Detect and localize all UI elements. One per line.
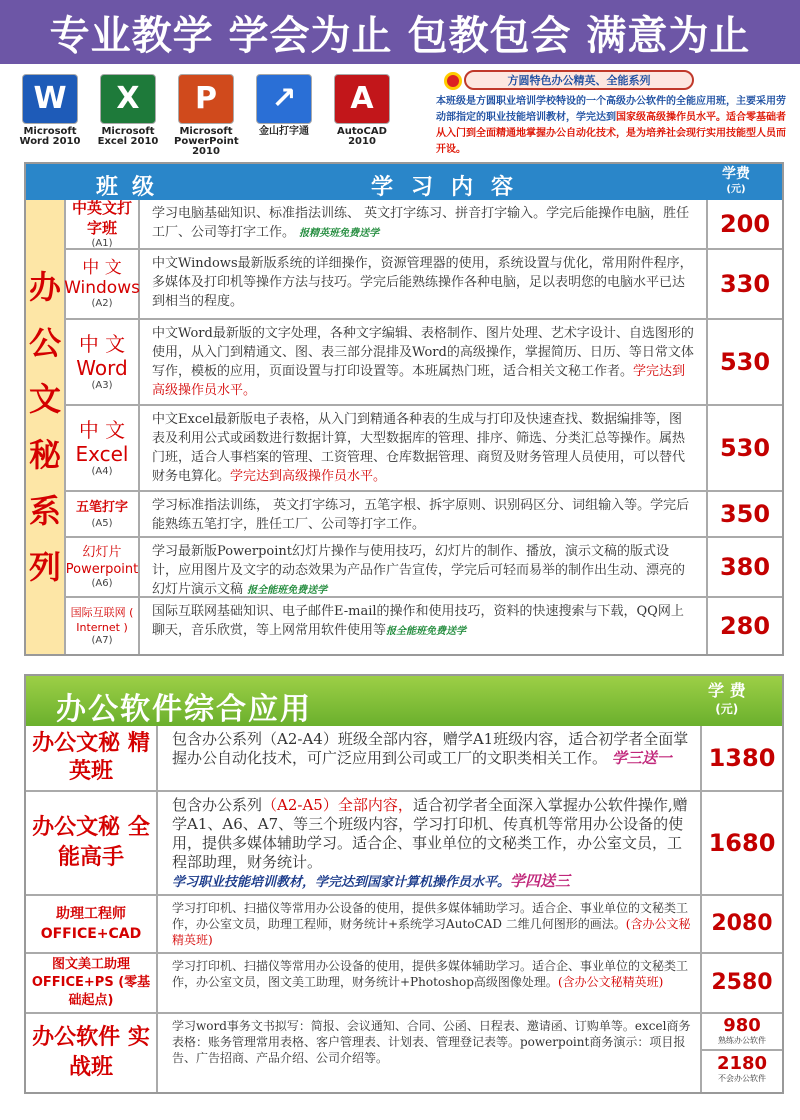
table-row [66, 538, 782, 598]
software-label: Microsoft PowerPoint 2010 [174, 126, 239, 157]
class-price: 530 [706, 320, 782, 404]
course-name: 办公文秘 全能高手 [26, 792, 158, 894]
class-desc: 中文Excel最新版电子表格，从入门到精通各种表的生成与打印及快速查找、数据编排等，图表及利用公式或函数进行数据计算，大型数据库的管理、排序、筛选、分类汇总等操作。属热门班，适合人事档案的管理、工资管理、仓库数据管理、商贸及财务管理人员使用，可以替代财务电算化。学完达到高级操作员水平。 [152, 412, 686, 484]
intro-text: 本班级是方圆职业培训学校特设的一个高级办公软件的全能应用班，主要采用劳动部指定的职业技能培训教材，学完达到国家级高级操作员水平。适合零基础者从入门到全面精通地掌握办公自动化技术，是为培养社会现行实用技能型人员而开设。 [436, 96, 786, 155]
software-label: Microsoft Word 2010 [19, 126, 81, 147]
word-icon: W [22, 74, 78, 124]
software-excel [96, 74, 160, 160]
price-skilled-note: 熟练办公软件 [702, 1036, 782, 1051]
intro-box [436, 70, 786, 158]
class-desc: 国际互联网基础知识、电子邮件E-mail的操作和使用技巧，资料的快速搜索与下载，QQ网上聊天，音乐欣赏，等上网常用软件使用等报全能班免费送学 [152, 604, 684, 638]
class-name: 国际互联网 ( Internet ) (A7) [66, 598, 140, 654]
class-name: 中 文 Windows (A2) [66, 250, 140, 318]
course-name: 图文美工助理 OFFICE+PS (零基础起点) [26, 954, 158, 1012]
intro-pill: 方圆特色办公精英、全能系列 [464, 70, 694, 90]
class-desc: 学习最新版Powerpoint幻灯片操作与使用技巧，幻灯片的制作、播放，演示文稿的版式设计，应用图片及文字的动态效果为产品作广告宣传，学完后可轻而易举的制作出生动、漂亮的幻灯片演示文稿 报全能班免费送学 [152, 544, 686, 597]
col-fee: 学费 (元) [722, 166, 750, 195]
powerpoint-icon: P [178, 74, 234, 124]
class-name: 幻灯片 Powerpoint (A6) [66, 538, 140, 596]
software-typing [252, 74, 316, 160]
table-row [26, 726, 782, 792]
price-skilled: 980 [723, 1015, 761, 1036]
page-banner: 专业教学 学会为止 包教包会 满意为止 [0, 0, 800, 64]
course-name: 办公软件 实战班 [26, 1014, 158, 1092]
class-price: 350 [706, 492, 782, 536]
software-powerpoint [174, 74, 238, 160]
class-desc: 中文Word最新版的文字处理，各种文字编辑、表格制作、图片处理、艺术字设计、自选图形的使用，从入门到精通文、图、表三部分混排及Word的高级操作，掌握简历、日历、等日常文体写作，模板的应用，页面设置与打印设置等。本班属热门班，适合相关文秘工作者。学完达到高级操作员水平。 [152, 326, 694, 398]
combined-course-table [24, 674, 784, 1094]
software-word [18, 74, 82, 160]
course-price: 1680 [700, 792, 782, 894]
class-price: 330 [706, 250, 782, 318]
autocad-icon: A [334, 74, 390, 124]
price-beginner-note: 不会办公软件 [718, 1074, 766, 1083]
table-row [66, 598, 782, 654]
excel-icon: X [100, 74, 156, 124]
table-row [66, 200, 782, 250]
course-desc: 学习打印机、扫描仪等常用办公设备的使用，提供多媒体辅助学习。适合企、事业单位的文秘类工作，办公室文员，图文美工助理，财务统计+Photoshop高级图像处理。(含办公文秘精英班) [172, 959, 689, 989]
class-price: 530 [706, 406, 782, 490]
table-row [26, 896, 782, 954]
course-price: 2580 [700, 954, 782, 1012]
price-beginner: 2180 [716, 1053, 768, 1074]
course-name: 办公文秘 精英班 [26, 726, 158, 790]
course-desc: 学习打印机、扫描仪等常用办公设备的使用，提供多媒体辅助学习。适合企、事业单位的文秘类工作，办公室文员，助理工程师，财务统计+系统学习AutoCAD 二维几何图形的画法。(含办公文秘精英班) [172, 901, 691, 947]
table-row [66, 320, 782, 406]
course-name: 助理工程师 OFFICE+CAD [26, 896, 158, 952]
class-name: 中 文 Word (A3) [66, 320, 140, 404]
table-row [66, 492, 782, 538]
class-name: 中英文打字班 (A1) [66, 200, 140, 248]
course-desc: 包含办公系列（A2-A4）班级全部内容，赠学A1班级内容，适合初学者全面掌握办公自动化技术，可广泛应用到公司或工厂的文职类相关工作。 学三送一 [172, 730, 689, 767]
class-price: 200 [706, 200, 782, 248]
software-autocad [330, 74, 394, 160]
table-header [26, 164, 782, 200]
software-label: Microsoft Excel 2010 [97, 126, 159, 147]
course-price-group [700, 1014, 782, 1092]
table-row [66, 250, 782, 320]
software-label: AutoCAD 2010 [337, 126, 387, 147]
typing-app-icon: ↗ [256, 74, 312, 124]
col-content: 学习内容 [371, 175, 532, 200]
combined-title: 办公软件综合应用 [56, 692, 312, 727]
class-desc: 学习标准指法训练， 英文打字练习，五笔字根、拆字原则、识别码区分、词组输入等。学完后能熟练五笔打字，胜任工厂、公司等打字工作。 [152, 498, 690, 532]
table-row [26, 792, 782, 896]
class-desc: 学习电脑基础知识、标准指法训练、 英文打字练习、拼音打字输入。学完后能操作电脑，胜任工厂、公司等打字工作。 报精英班免费送学 [152, 206, 690, 240]
course-price: 2080 [700, 896, 782, 952]
course-desc: 包含办公系列（A2-A5）全部内容，适合初学者全面深入掌握办公软件操作,赠学A1、A6、A7、等三个班级内容，学习打印机、传真机等常用办公设备的使用，提供多媒体辅助学习。适合企、事业单位的文秘类工作，办公室文员，工程部助理，财务统计。 学习职业技能培训教材，学完达到国家计算机操作员水平。学四送三 [172, 796, 688, 890]
software-label: 金山打字通 [259, 126, 309, 137]
software-icons [18, 74, 428, 160]
table-row [66, 406, 782, 492]
table-row [26, 954, 782, 1014]
col-fee: 学 费 (元) [708, 681, 746, 716]
office-series-table [24, 162, 784, 656]
class-price: 380 [706, 538, 782, 596]
series-side-label: 办 公 文 秘 系 列 [26, 200, 66, 654]
class-price: 280 [706, 598, 782, 654]
class-name: 中 文 Excel (A4) [66, 406, 140, 490]
table-row [26, 1014, 782, 1092]
combined-header [26, 676, 782, 726]
bullet-icon [444, 72, 462, 90]
class-name: 五笔打字 (A5) [66, 492, 140, 536]
course-desc: 学习word事务文书拟写：简报、会议通知、合同、公函、日程表、邀请函、订购单等。excel商务表格：账务管理常用表格、客户管理表、计划表、管理登记表等。powerpoint商务演示：项目报告、广告招商、产品介绍、公司介绍等。 [172, 1019, 691, 1065]
col-class: 班级 [96, 175, 169, 200]
class-desc: 中文Windows最新版系统的详细操作，资源管理器的使用，系统设置与优化，常用附件程序，多媒体及打印机等操作方法与技巧。学完后能熟练操作各种电脑，足以表明您的电脑水平已达到相当的程度。 [152, 256, 693, 309]
course-price: 1380 [700, 726, 782, 790]
